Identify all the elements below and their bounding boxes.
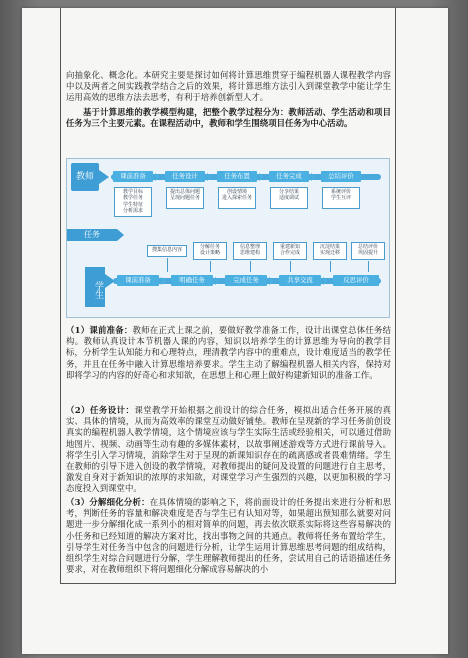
student-step-4: 共享交流 (279, 275, 321, 286)
teacher-step-2: 任务设计 (165, 171, 205, 182)
student-step-3: 完成任务 (225, 275, 267, 286)
teacher-box-5: 系统评价 学生互评 (322, 187, 360, 209)
teacher-box-3: 创设情境 进入探索任务 (218, 187, 256, 209)
student-box-1: 搜集信息内容 (147, 245, 187, 257)
decomposition-heading: （3）分解细化分析： (66, 497, 150, 507)
paragraph-decomposition (66, 497, 391, 575)
paragraph-task-design (66, 405, 391, 495)
step-arrow-icon (323, 277, 328, 285)
task-arrow-icon (117, 229, 124, 241)
student-box-4: 重建新知 合作完成 (273, 242, 307, 260)
step-arrow-icon (215, 277, 220, 285)
step-arrow-icon (155, 173, 160, 181)
teacher-box-1: 教学目标 教学任务 学生特征 分析需求 (114, 187, 152, 217)
step-arrow-icon (207, 173, 212, 181)
teacher-arrow-icon (99, 170, 109, 184)
student-box-2: 分解任务 设计策略 (193, 242, 227, 260)
teacher-step-1: 课前准备 (113, 171, 153, 182)
teacher-step-5: 总结评价 (321, 171, 361, 182)
step-arrow-icon (311, 173, 316, 181)
step-arrow-icon (161, 277, 166, 285)
student-step-1: 课前准备 (117, 275, 159, 286)
paragraph-preparation (66, 325, 391, 381)
step-arrow-icon (269, 277, 274, 285)
task-design-heading: （2）任务设计： (66, 405, 135, 415)
connector-line (210, 261, 211, 272)
teacher-step-3: 任务布置 (217, 171, 257, 182)
student-label: 学生 (85, 267, 105, 307)
preparation-body: 教师在正式上课之前，要做好教学准备工作，设计出课堂总体任务结构。教师认真设计本节机器人课的内容，知识以培养学生的计算思维为导向的教学目标，分析学生认知能力和心理特点，理清教学内容中的重难点，设计难度适当的教学任务，并且在任务中融入计算思维培养要求。学生主动了解编程机器人相关内容，保持对即将学习的内容的好奇心和求知欲，在思想上和心理上做好构建新知识的准备工作。 (66, 325, 391, 380)
connector-line (167, 258, 168, 272)
step-arrow-icon (259, 173, 264, 181)
teacher-step-4: 任务完成 (269, 171, 309, 182)
decomposition-body: 在具体情境的影响之下，将前面设计的任务提出来进行分析和思考，判断任务的容量和解决难度是否与学生已有认知对等，如果超出预知那么就要对问题进一步分解细化成一系列小的相对简单的问题，再去依次联系实际将这些容易解决的小任务和已经知道的解决方案对比，找出事物之间的共通点。教师将任务布置给学生，引导学生对任务当中包含的问题进行分析，让学生运用计算思维思考问题的组成结构，组织学生对综合问题进行分解，学生理解教师提出的任务，尝试用自己的话语描述任务要求，对在教师组织下将问题细化分解成容易解决的小 (66, 497, 391, 575)
student-box-5: 沉淀结果 实现迁移 (313, 242, 347, 260)
teaching-model-diagram (66, 158, 390, 318)
teacher-box-4: 分享结果 适度调试 (270, 187, 308, 209)
connector-line (250, 261, 251, 272)
task-design-body: 课堂教学开始根据之前设计的综合任务，模拟出适合任务开展的真实、具体的情境，从而为高效率的课堂互动做好铺垫。教师在呈现新的学习任务前创设真实的编程机器人教学情境，这个情境应该与学生实际生活或经验相关，可以通过借助地图片、视频、动画等生动有趣的多媒体素材，以故事阐述游戏等方式进行课前导入。将学生引入学习情境，消除学生对于呈现的新课知识存在的疏离感或者畏难情绪。学生在教师的引导下进入创设的教学情境，对教师提出的疑问及设置的问题进行自主思考，激发自身对于新知识的浓厚的求知欲，对课堂学习产生强烈的兴趣，以更加积极的学习态度投入到课堂中。 (66, 405, 391, 494)
task-label: 任务 (67, 229, 117, 241)
student-step-2: 明确任务 (171, 275, 213, 286)
paragraph-intro: 向抽象化、概念化。本研究主要是探讨如何将计算思维贯穿于编程机器人课程教学内容中以及两者之间实践教学结合之后的效果，将计算思维方法引入到课堂教学中能让学生运用高效的思维方法去思考，有利于培养创新型人才。 (66, 70, 391, 103)
teacher-label: 教师 (71, 163, 99, 191)
student-box-3: 信息整理 思维建构 (233, 242, 267, 260)
teacher-box-2: 提出总体问题 呈现问题任务 (166, 187, 204, 209)
connector-line (330, 261, 331, 272)
connector-line (290, 261, 291, 272)
paragraph-model: 基于计算思维的教学模型构建，把整个教学过程分为：教师活动、学生活动和项目任务为三个主要元素。在课程活动中，教师和学生围绕项目任务为中心活动。 (66, 107, 391, 129)
student-box-6: 总结评价 巩固提升 (351, 242, 385, 260)
preparation-heading: （1）课前准备： (66, 325, 133, 335)
connector-line (368, 261, 369, 272)
student-step-5: 反思评价 (333, 275, 379, 286)
